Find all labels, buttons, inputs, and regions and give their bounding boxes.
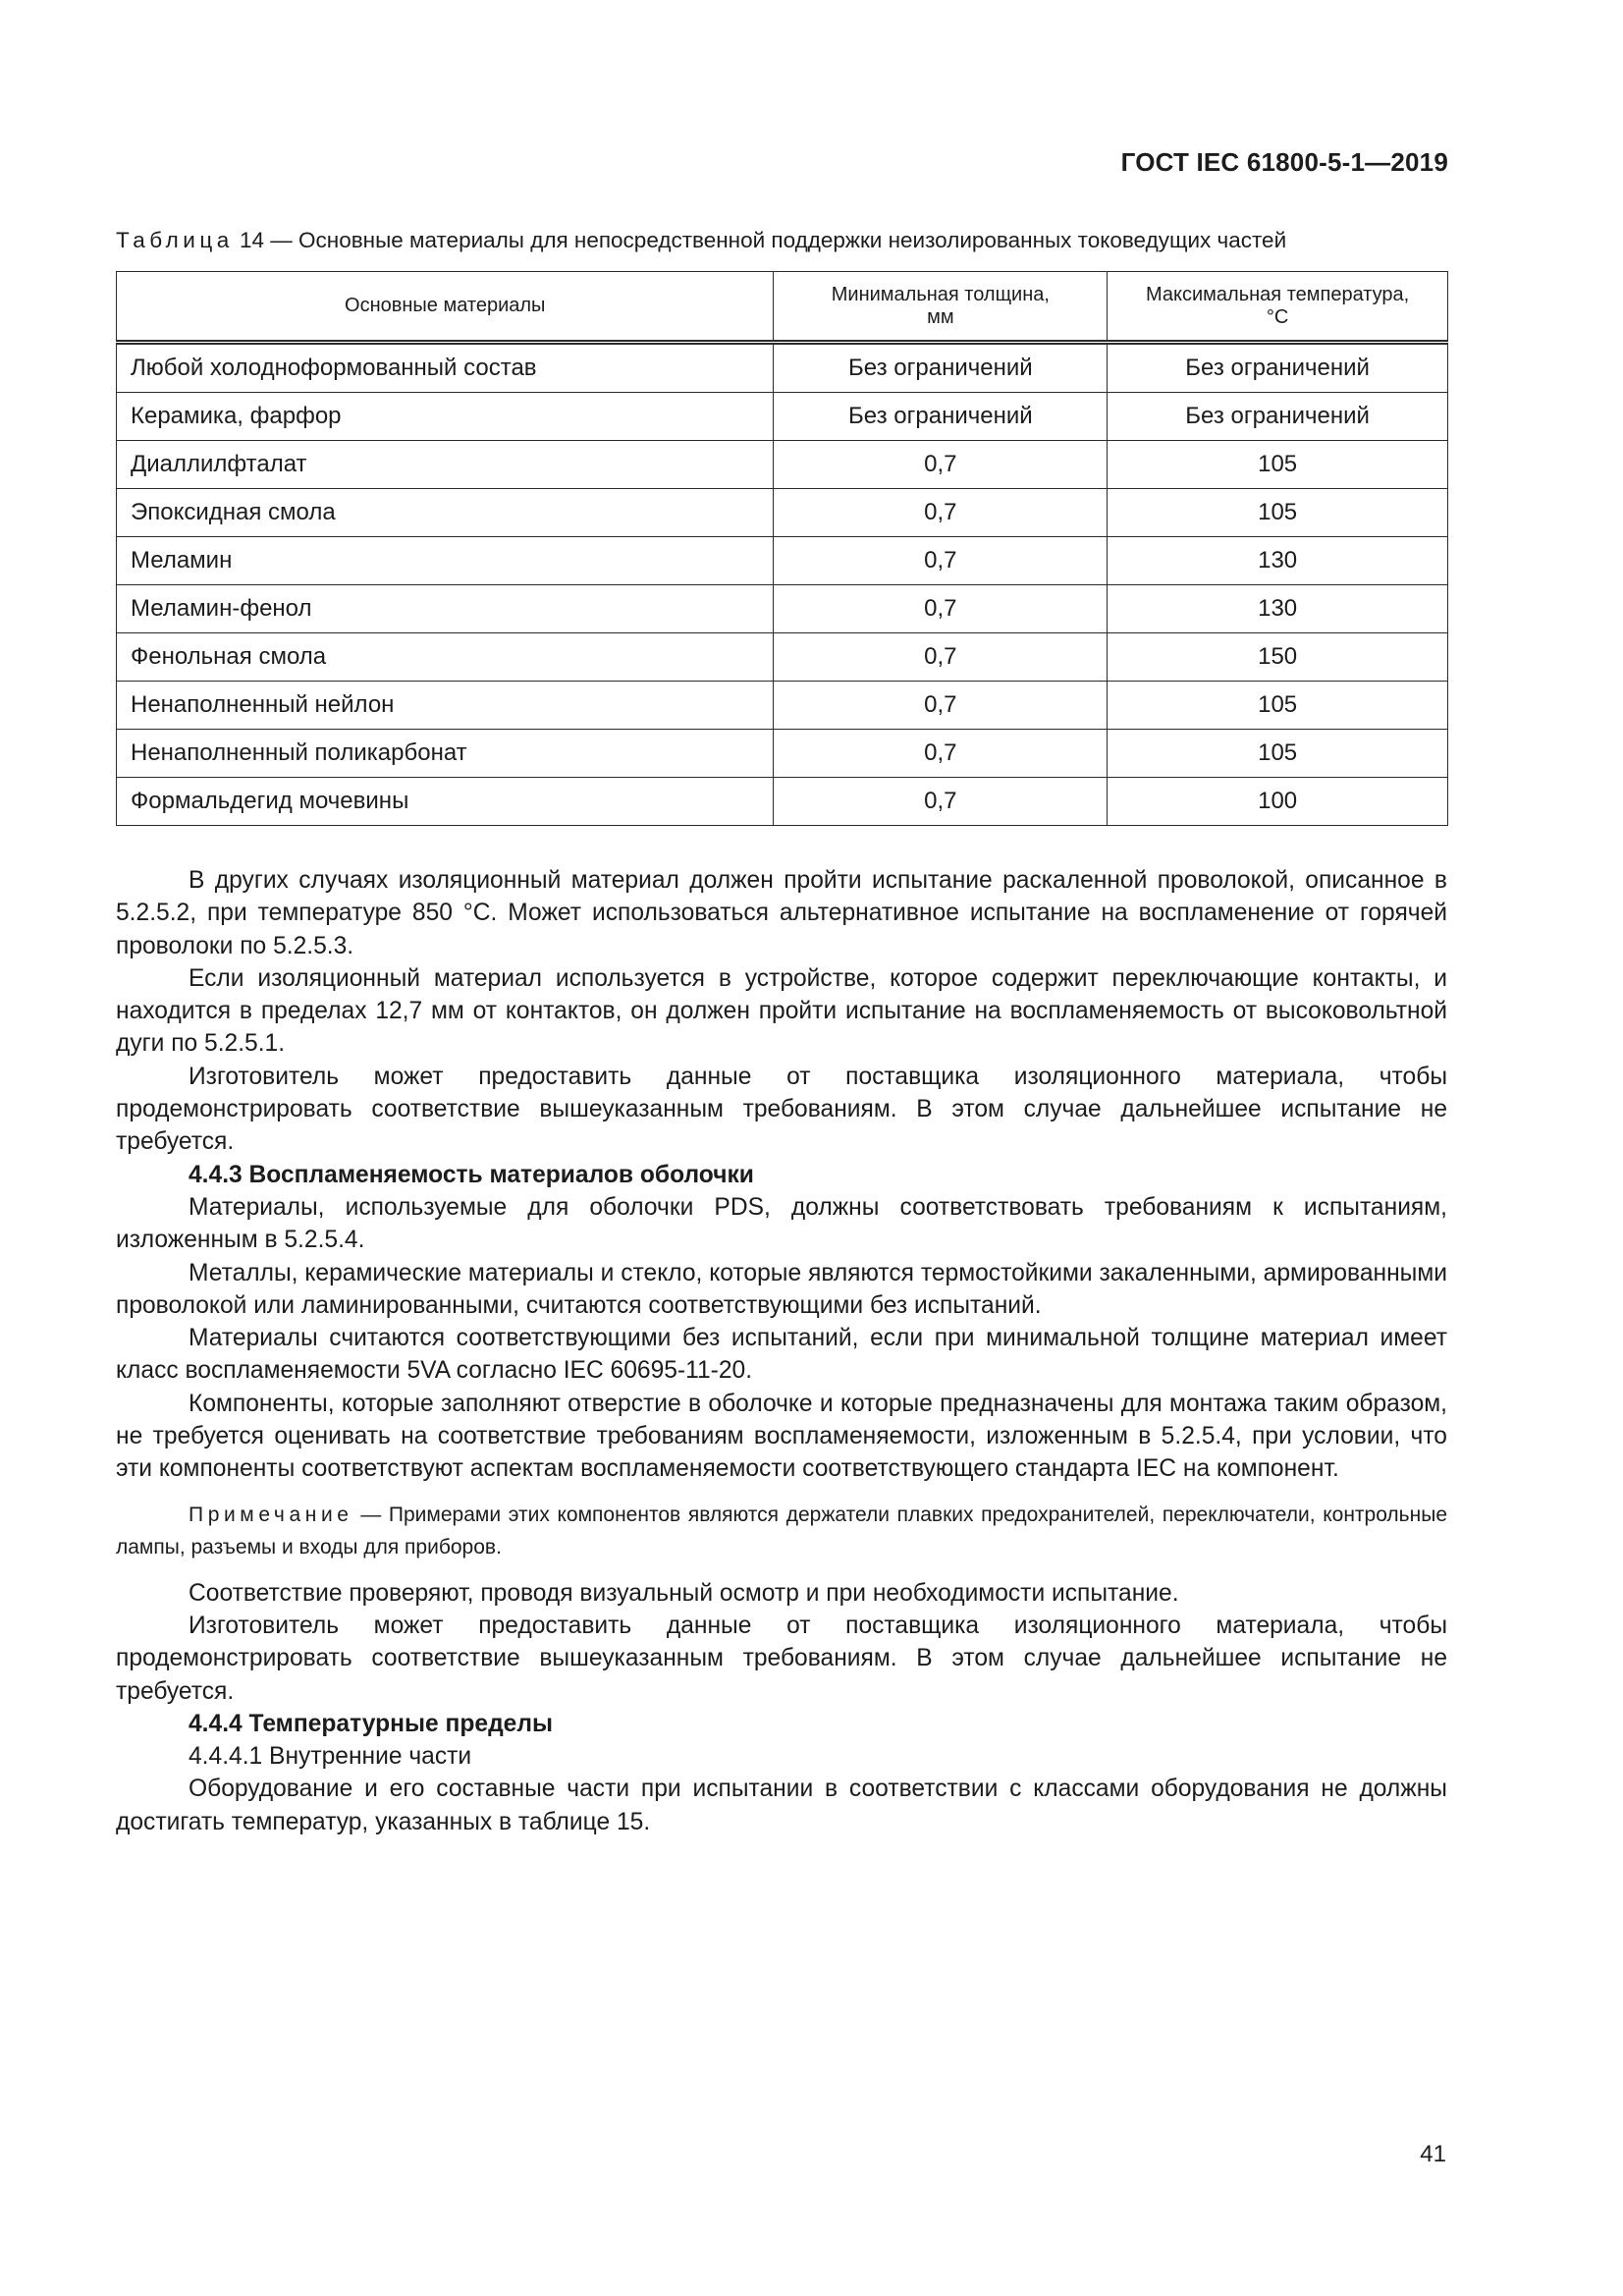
document-header: ГОСТ IEC 61800-5-1—2019 [1120, 147, 1448, 177]
paragraph: Изготовитель может предоставить данные от поставщика изоляционного материала, чтобы продемонстрировать соответствие вышеуказанным требованиям. В этом случае дальнейшее испытание не требуется. [116, 1612, 1447, 1705]
paragraph: Если изоляционный материал используется в устройстве, которое содержит переключающие контакты, и находится в пределах 12,7 мм от контактов, он должен пройти испытание на воспламеняемость от высоковольтной дуги по 5.2.5.1. [116, 964, 1447, 1058]
table-row: Формальдегид мочевины 0,7 100 [117, 778, 1448, 826]
paragraph: Металлы, керамические материалы и стекло, которые являются термостойкими закаленными, армированными проволокой или ламинированными, считаются соответствующими без испытаний. [116, 1259, 1447, 1319]
table-row: Керамика, фарфор Без ограничений Без ограничений [117, 393, 1448, 441]
table-row: Фенольная смола 0,7 150 [117, 633, 1448, 682]
col-header-material: Основные материалы [117, 272, 774, 343]
paragraph: Материалы считаются соответствующими без испытаний, если при минимальной толщине материал имеет класс воспламеняемости 5VA согласно IEC 60695-11-20. [116, 1325, 1447, 1385]
paragraph: Компоненты, которые заполняют отверстие в оболочке и которые предназначены для монтажа таким образом, не требуется оценивать на соответствие требованиям воспламеняемости, изложенным в 5.2.5.4, при условии, что эти компоненты соответствуют аспектам воспламеняемости соответствующего стандарта IEC на компонент. [116, 1390, 1447, 1483]
table-header-row [117, 272, 1448, 343]
section-heading-4-4-4: 4.4.4 Температурные пределы [189, 1710, 553, 1737]
table-row: Ненаполненный поликарбонат 0,7 105 [117, 730, 1448, 778]
paragraph: Изготовитель может предоставить данные от поставщика изоляционного материала, чтобы продемонстрировать соответствие вышеуказанным требованиям. В этом случае дальнейшее испытание не требуется. [116, 1063, 1447, 1156]
table-row: Меламин 0,7 130 [117, 537, 1448, 585]
table-row: Диаллилфталат 0,7 105 [117, 441, 1448, 489]
col-header-temperature: Максимальная температура, °С [1108, 272, 1448, 343]
table-row: Эпоксидная смола 0,7 105 [117, 489, 1448, 537]
note [116, 1499, 1447, 1563]
table-caption [116, 228, 1447, 253]
table-row: Ненаполненный нейлон 0,7 105 [117, 682, 1448, 730]
col-header-thickness: Минимальная толщина, мм [774, 272, 1108, 343]
section-heading-4-4-3: 4.4.3 Воспламеняемость материалов оболочки [189, 1161, 754, 1188]
paragraph: Материалы, используемые для оболочки PDS, должны соответствовать требованиям к испытаниям, изложенным в 5.2.5.4. [116, 1193, 1447, 1254]
table-caption-text: 14 — Основные материалы для непосредственной поддержки неизолированных токоведущих частей [233, 228, 1287, 252]
table-row: Меламин-фенол 0,7 130 [117, 585, 1448, 633]
body-text [116, 864, 1447, 1838]
paragraph: В других случаях изоляционный материал должен пройти испытание раскаленной проволокой, описанное в 5.2.5.2, при температуре 850 °С. Может использоваться альтернативное испытание на воспламенение от горячей проволоки по 5.2.5.3. [116, 867, 1447, 959]
page-number: 41 [1420, 2141, 1446, 2167]
subsection-heading-4-4-4-1: 4.4.4.1 Внутренние части [189, 1743, 472, 1771]
note-text: — Примерами этих компонентов являются держатели плавких предохранителей, переключатели, контрольные лампы, разъемы и входы для приборов. [116, 1503, 1447, 1558]
materials-table [116, 271, 1448, 826]
paragraph: Оборудование и его составные части при испытании в соответствии с классами оборудования не должны достигать температур, указанных в таблице 15. [116, 1776, 1447, 1835]
paragraph: Соответствие проверяют, проводя визуальный осмотр и при необходимости испытание. [189, 1579, 1179, 1607]
table-row: Любой холодноформованный состав Без ограничений Без ограничений [117, 343, 1448, 393]
note-label: Примечание [189, 1503, 353, 1526]
table-caption-label: Таблица [116, 228, 234, 252]
